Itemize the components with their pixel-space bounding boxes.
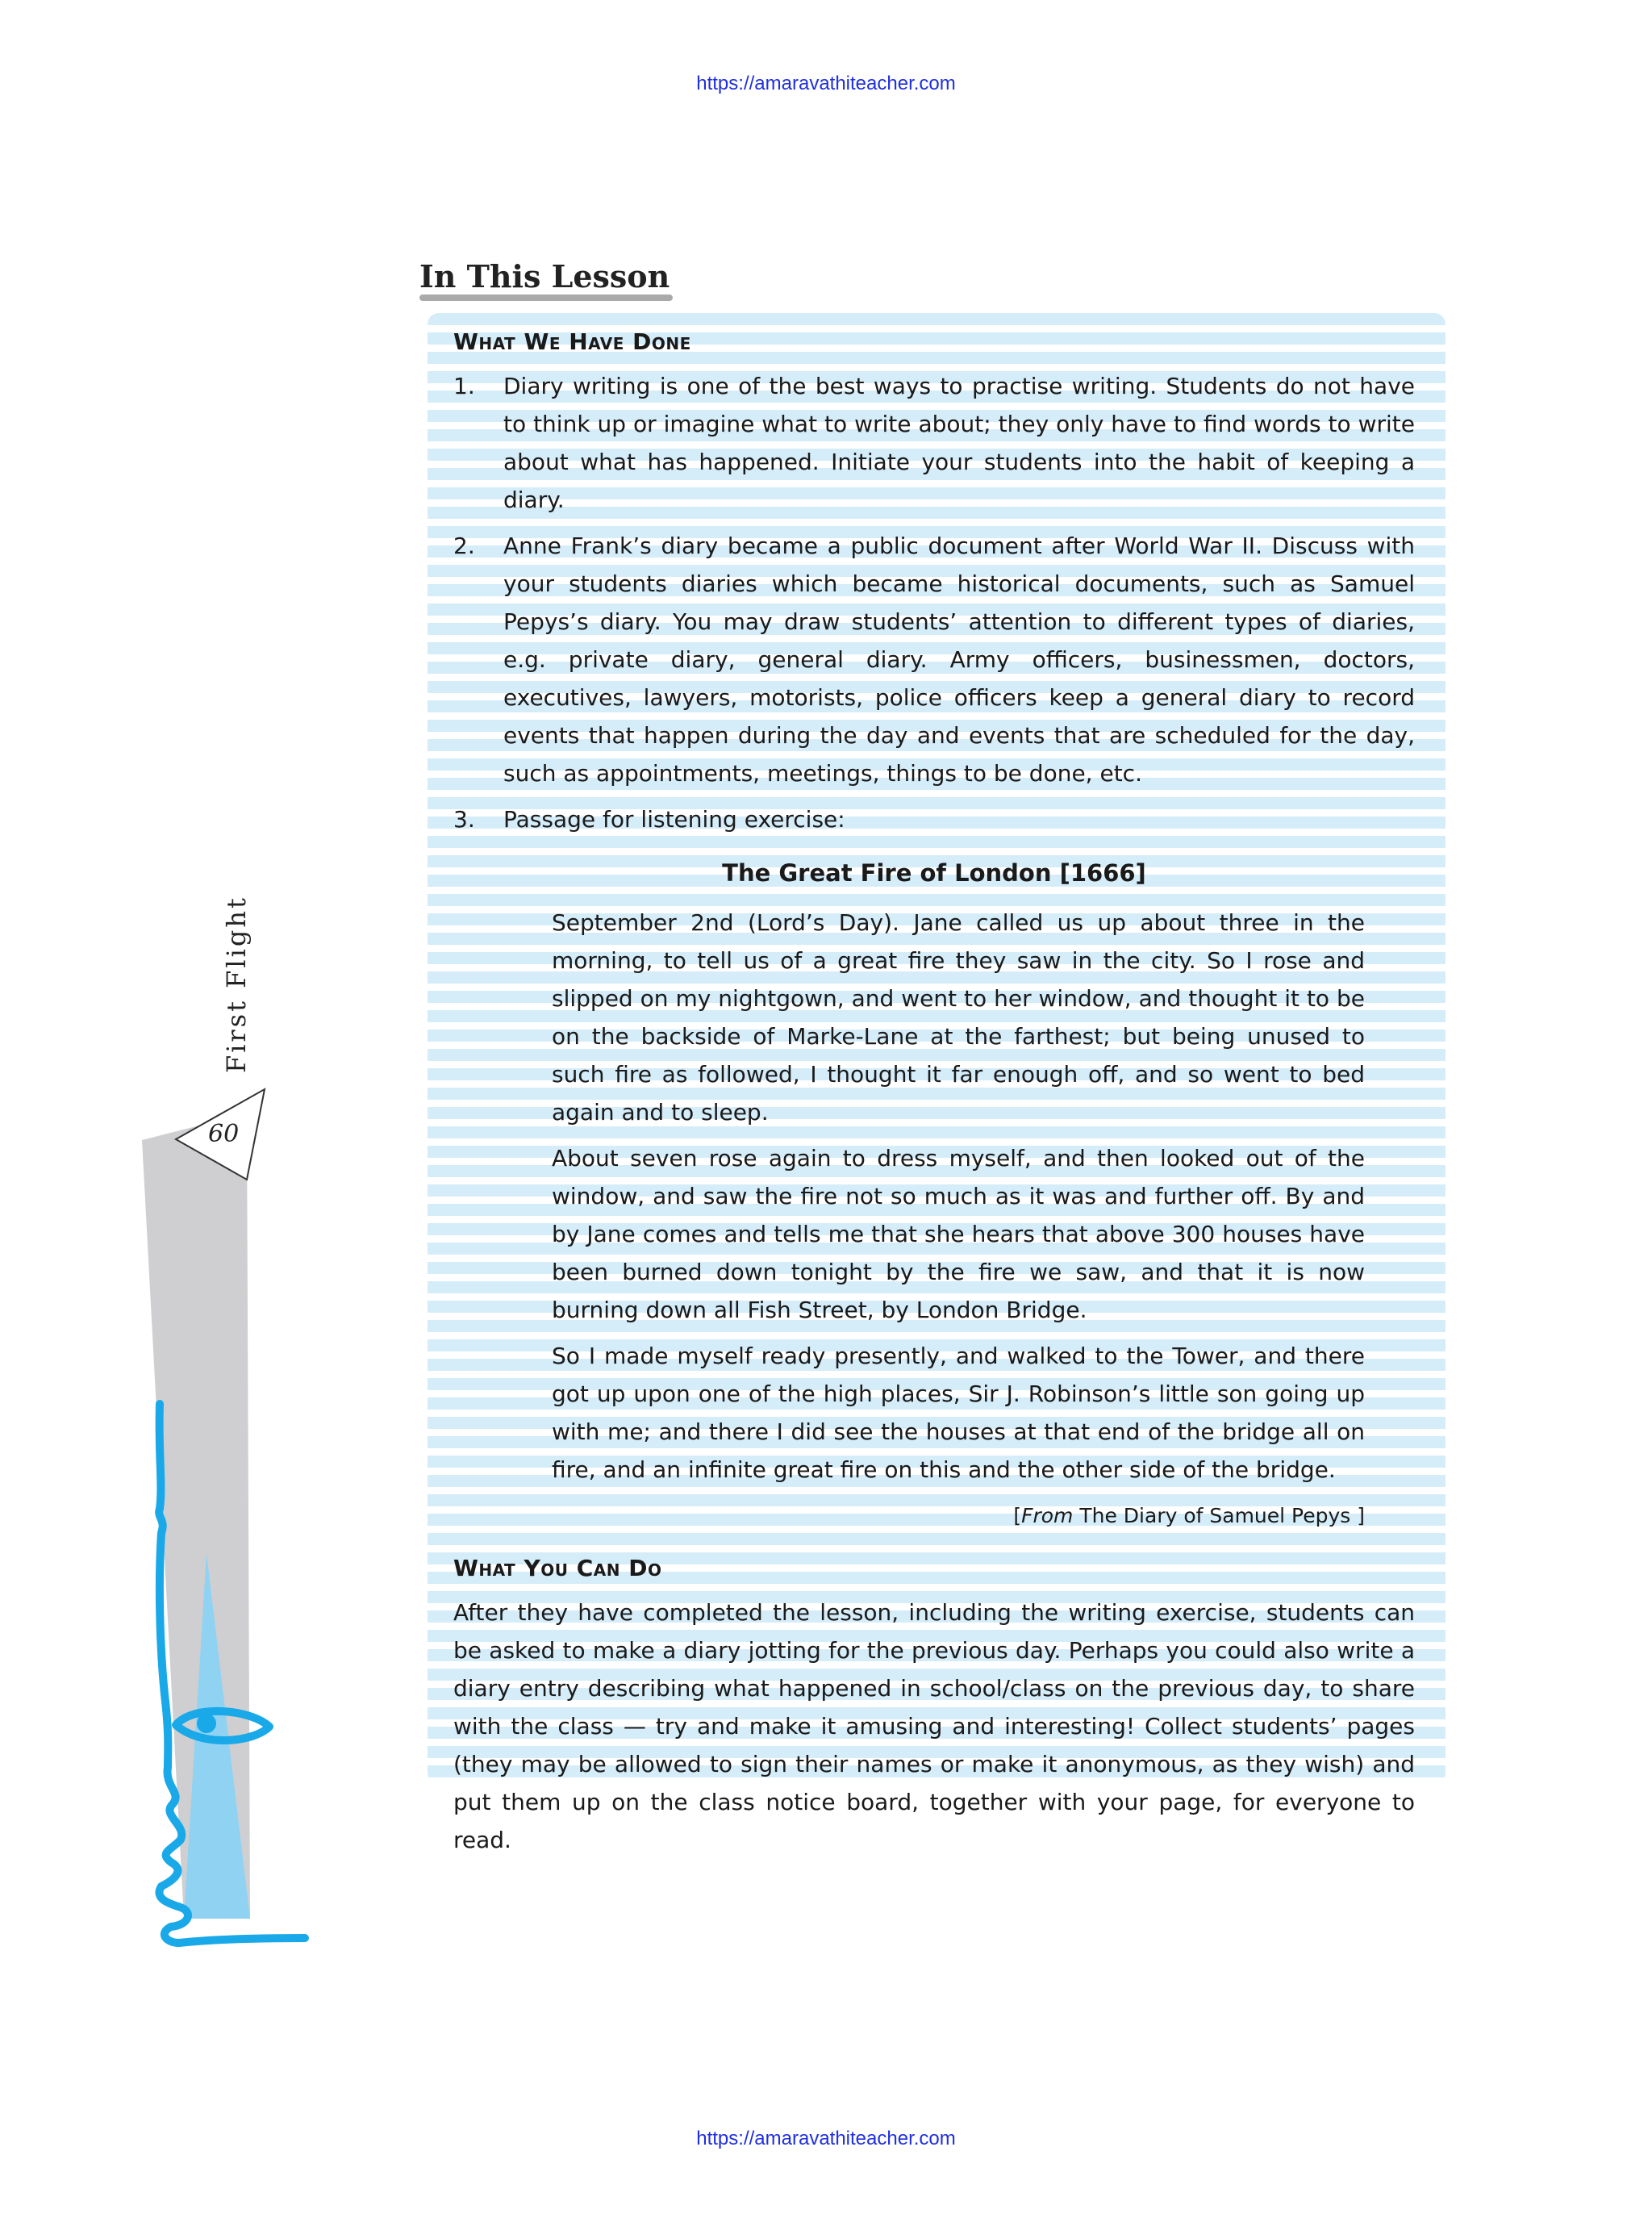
what-you-can-do-text: After they have completed the lesson, including the writing exercise, students can be asked to make a diary jotting for the previous day. Perhaps you could also write a diary entry describing what happened in school/class on the previous day, to share with the class — try and make it amusing and interesting! Collect students’ pages (they may be allowed to sign their names or make it anonymous, as they wish) and put them up on the class notice board, together with your page, for everyone to read. (453, 1599, 1415, 1853)
attribution-from: From (1021, 1504, 1074, 1527)
list-item-text: Anne Frank’s diary became a public document after World War II. Discuss with your students diaries which became historical documents, such as Samuel Pepys’s diary. You may draw students’ attention to different types of diaries, e.g. private diary, general diary. Army officers, businessmen, doctors, executives, lawyers, motorists, police officers keep a general diary to record events that happen during the day and events that are scheduled for the day, such as appointments, meetings, things to be done, etc. (503, 533, 1415, 787)
book-title: First Flight (221, 896, 252, 1073)
list-item-text: Diary writing is one of the best ways to practise writing. Students do not have to think up or imagine what to write about; they only have to find words to write about what has happened. Initiate your students into the habit of keeping a diary. (503, 373, 1415, 513)
passage (552, 904, 1365, 1489)
list-item (453, 527, 1415, 792)
passage-paragraph: September 2nd (Lord’s Day). Jane called us up about three in the morning, to tell us of a great fire they saw in the city. So I rose and slipped on my nightgown, and went to her window, and thought it to be on the backside of Marke-Lane at the farthest; but being unused to such fire as followed, I thought it far enough off, and so went to bed again and to sleep. (552, 909, 1365, 1126)
section-title: In This Lesson (419, 258, 670, 294)
page-number: 60 (208, 1120, 240, 1148)
attribution-bracket: [ (1013, 1504, 1022, 1527)
list-item (453, 800, 1415, 838)
list-item-text: Passage for listening exercise: (503, 806, 845, 833)
lesson-content (453, 323, 1415, 1859)
what-we-have-done-heading: What We Have Done (453, 328, 691, 355)
footer-url-link[interactable]: https://amaravathiteacher.com (696, 2128, 956, 2149)
passage-paragraph: About seven rose again to dress myself, and then looked out of the window, and saw the fire not so much as it was and further off. By and by Jane comes and tells me that she hears that above 300 houses have been burned down tonight by the fire we saw, and that it is now burning down all Fish Street, by London Bridge. (552, 1145, 1365, 1323)
list-item-number: 3. (453, 806, 475, 833)
list-item-number: 2. (453, 533, 475, 559)
passage-attribution (453, 1497, 1365, 1535)
list-item-number: 1. (453, 373, 475, 399)
eye-pupil-icon (197, 1714, 216, 1733)
face-illustration (0, 0, 339, 2218)
header-url-link[interactable]: https://amaravathiteacher.com (696, 73, 956, 94)
attribution-source: The Diary of Samuel Pepys ] (1073, 1504, 1365, 1527)
what-you-can-do-heading: What You Can Do (453, 1555, 662, 1581)
list-item (453, 367, 1415, 519)
passage-paragraph: So I made myself ready presently, and walked to the Tower, and there got up upon one of the high places, Sir J. Robinson’s little son going up with me; and there I did see the houses at that end of the bridge all on fire, and an infinite great fire on this and the other side of the bridge. (552, 1343, 1365, 1483)
decorative-sidebar (0, 0, 339, 2218)
passage-title: The Great Fire of London [1666] (722, 859, 1146, 887)
